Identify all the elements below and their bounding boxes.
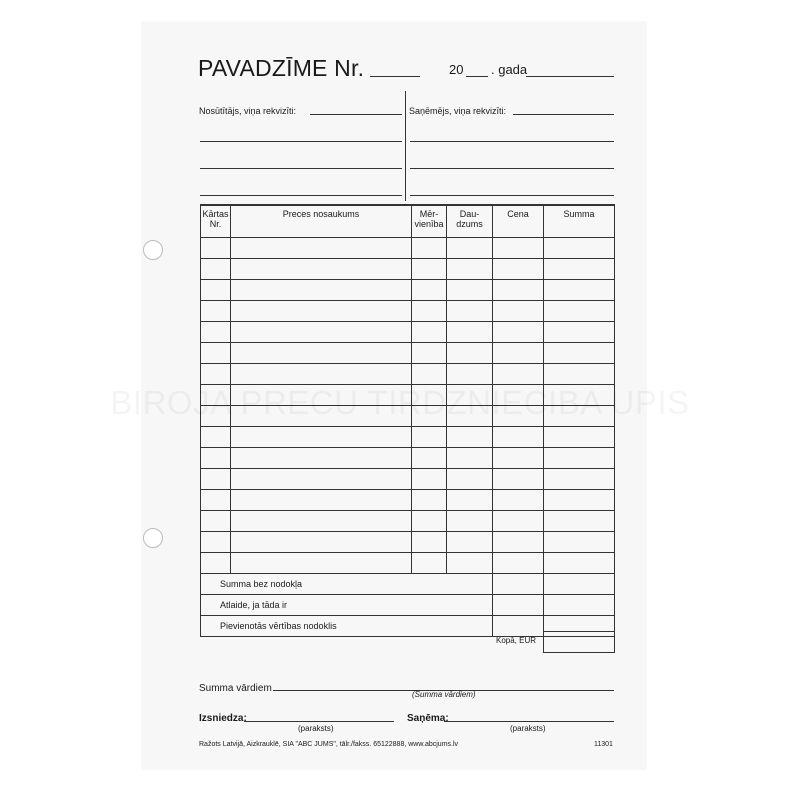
table-cell xyxy=(412,343,447,364)
table-cell xyxy=(231,343,412,364)
table-cell xyxy=(231,364,412,385)
table-cell xyxy=(201,238,231,259)
date-line xyxy=(526,76,614,77)
col-header-number: Kārtas Nr. xyxy=(201,205,231,238)
table-cell xyxy=(201,532,231,553)
table-row xyxy=(201,364,615,385)
table-cell xyxy=(201,511,231,532)
table-cell xyxy=(493,469,544,490)
table-row xyxy=(201,553,615,574)
table-cell xyxy=(447,364,493,385)
table-cell xyxy=(201,490,231,511)
table-row xyxy=(201,280,615,301)
table-cell xyxy=(412,511,447,532)
table-cell xyxy=(412,490,447,511)
table-cell xyxy=(493,280,544,301)
table-cell xyxy=(231,322,412,343)
table-cell xyxy=(447,343,493,364)
table-cell xyxy=(447,532,493,553)
table-cell xyxy=(412,448,447,469)
table-cell xyxy=(447,322,493,343)
col-header-name: Preces nosaukums xyxy=(231,205,412,238)
year-prefix: 20 xyxy=(449,62,464,77)
table-cell xyxy=(544,448,615,469)
table-cell xyxy=(231,532,412,553)
table-cell xyxy=(201,364,231,385)
sender-line-1 xyxy=(310,114,402,115)
table-cell xyxy=(412,238,447,259)
col-header-unit: Mēr-vienība xyxy=(412,205,447,238)
table-cell xyxy=(493,490,544,511)
table-cell xyxy=(447,259,493,280)
summary-cell xyxy=(493,574,544,595)
table-cell xyxy=(201,448,231,469)
table-cell xyxy=(201,280,231,301)
table-cell xyxy=(231,469,412,490)
table-cell xyxy=(544,364,615,385)
col-header-quantity: Dau-dzums xyxy=(447,205,493,238)
summary-cell xyxy=(544,595,615,616)
table-row xyxy=(201,259,615,280)
summary-row-vat: Pievienotās vērtības nodoklis xyxy=(201,616,493,637)
table-cell xyxy=(493,511,544,532)
summary-cell xyxy=(493,616,544,637)
year-line xyxy=(466,76,488,77)
table-row xyxy=(201,490,615,511)
table-cell xyxy=(231,490,412,511)
table-cell xyxy=(201,259,231,280)
received-line xyxy=(444,721,614,722)
receiver-line-2 xyxy=(410,141,614,142)
table-cell xyxy=(201,343,231,364)
table-cell xyxy=(231,511,412,532)
table-row xyxy=(201,238,615,259)
table-cell xyxy=(493,427,544,448)
table-cell xyxy=(493,532,544,553)
sender-line-4 xyxy=(200,195,402,196)
summary-row-discount: Atlaide, ja tāda ir xyxy=(201,595,493,616)
sender-line-3 xyxy=(200,168,402,169)
received-signature-hint: (paraksts) xyxy=(510,724,546,733)
table-row xyxy=(201,301,615,322)
table-cell xyxy=(493,553,544,574)
amount-words-hint: (Summa vārdiem) xyxy=(412,690,476,699)
table-cell xyxy=(544,301,615,322)
table-cell xyxy=(447,511,493,532)
table-cell xyxy=(544,427,615,448)
table-cell xyxy=(544,490,615,511)
table-cell xyxy=(493,322,544,343)
table-cell xyxy=(201,322,231,343)
table-row xyxy=(201,343,615,364)
table-cell xyxy=(447,280,493,301)
sender-line-2 xyxy=(200,141,402,142)
table-cell xyxy=(447,469,493,490)
table-cell xyxy=(231,259,412,280)
table-cell xyxy=(493,259,544,280)
col-header-price: Cena xyxy=(493,205,544,238)
table-cell xyxy=(544,343,615,364)
table-row xyxy=(201,511,615,532)
table-cell xyxy=(231,280,412,301)
receiver-label: Saņēmējs, viņa rekvizīti: xyxy=(409,106,507,116)
table-cell xyxy=(201,469,231,490)
watermark xyxy=(0,384,800,422)
table-cell xyxy=(201,427,231,448)
table-cell xyxy=(231,427,412,448)
issued-signature-hint: (paraksts) xyxy=(298,724,334,733)
table-cell xyxy=(447,238,493,259)
col-header-sum: Summa xyxy=(544,205,615,238)
table-cell xyxy=(493,448,544,469)
table-cell xyxy=(544,280,615,301)
table-cell xyxy=(412,259,447,280)
summary-cell xyxy=(544,574,615,595)
table-cell xyxy=(412,280,447,301)
table-cell xyxy=(544,553,615,574)
issued-line xyxy=(244,721,394,722)
table-row xyxy=(201,427,615,448)
receiver-line-3 xyxy=(410,168,614,169)
table-cell xyxy=(544,532,615,553)
table-cell xyxy=(493,301,544,322)
table-row xyxy=(201,448,615,469)
amount-words-label: Summa vārdiem xyxy=(199,683,272,694)
table-cell xyxy=(544,322,615,343)
party-divider xyxy=(405,91,406,201)
table-cell xyxy=(231,553,412,574)
table-row xyxy=(201,532,615,553)
table-cell xyxy=(231,301,412,322)
punch-hole-top xyxy=(143,240,163,260)
table-cell xyxy=(493,364,544,385)
table-cell xyxy=(447,301,493,322)
table-cell xyxy=(447,553,493,574)
table-cell xyxy=(447,490,493,511)
table-cell xyxy=(544,511,615,532)
table-cell xyxy=(412,301,447,322)
table-cell xyxy=(412,553,447,574)
total-label: Kopā, EUR xyxy=(496,636,537,645)
receiver-line-1 xyxy=(513,114,614,115)
table-cell xyxy=(201,301,231,322)
printer-info: Ražots Latvijā, Aizkrauklē, SIA "ABC JUMS", tālr./fakss. 65122888, www.abcjums.lv xyxy=(199,741,459,748)
summary-row-net: Summa bez nodokļa xyxy=(201,574,493,595)
table-cell xyxy=(544,259,615,280)
table-row xyxy=(201,469,615,490)
table-cell xyxy=(412,532,447,553)
table-cell xyxy=(493,238,544,259)
table-cell xyxy=(447,448,493,469)
document-title: PAVADZĪME Nr. xyxy=(198,55,365,81)
number-line xyxy=(370,76,420,77)
table-cell xyxy=(412,322,447,343)
form-code: 11301 xyxy=(594,741,613,748)
total-box xyxy=(543,631,615,653)
table-cell xyxy=(412,364,447,385)
table-cell xyxy=(544,469,615,490)
table-cell xyxy=(544,238,615,259)
table-row xyxy=(201,322,615,343)
punch-hole-bottom xyxy=(143,528,163,548)
issued-label: Izsniedza: xyxy=(199,713,247,724)
table-cell xyxy=(231,448,412,469)
table-cell xyxy=(447,427,493,448)
table-cell xyxy=(231,238,412,259)
table-cell xyxy=(493,343,544,364)
received-label: Saņēma: xyxy=(407,713,449,724)
summary-cell xyxy=(493,595,544,616)
receiver-line-4 xyxy=(410,195,614,196)
table-cell xyxy=(412,427,447,448)
sender-label: Nosūtītājs, viņa rekvizīti: xyxy=(199,106,297,116)
table-cell xyxy=(412,469,447,490)
gada-label: . gada xyxy=(491,62,528,77)
table-cell xyxy=(201,553,231,574)
